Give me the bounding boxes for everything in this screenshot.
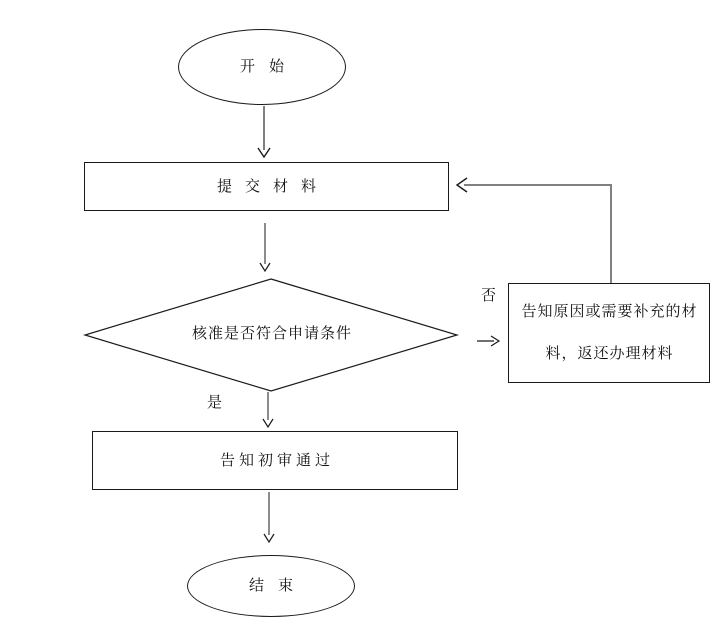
arrowhead-submit-to-decision (260, 263, 270, 271)
reject-notice-box (508, 283, 710, 383)
reject-notice-line1: 告知原因或需要补充的材 (521, 304, 698, 320)
submit-materials-label: 提交材料 (216, 178, 329, 195)
arrowhead-decision-to-pass (263, 419, 273, 427)
end-terminator (187, 555, 355, 617)
start-label: 开始 (239, 59, 298, 75)
pass-notice-label: 告知初审通过 (219, 452, 334, 469)
edge-label-no: 否 (481, 288, 497, 304)
pass-notice-box (92, 431, 458, 490)
start-terminator (178, 29, 346, 105)
feedback-connector-reject-to-submit (464, 185, 611, 283)
reject-notice-line2: 料，返还办理材料 (545, 346, 674, 362)
edge-label-yes: 是 (207, 395, 223, 411)
arrowhead-pass-to-end (264, 534, 274, 542)
submit-materials-box (84, 162, 449, 211)
decision-label: 核准是否符合申请条件 (191, 326, 352, 342)
end-label: 结束 (248, 578, 307, 594)
